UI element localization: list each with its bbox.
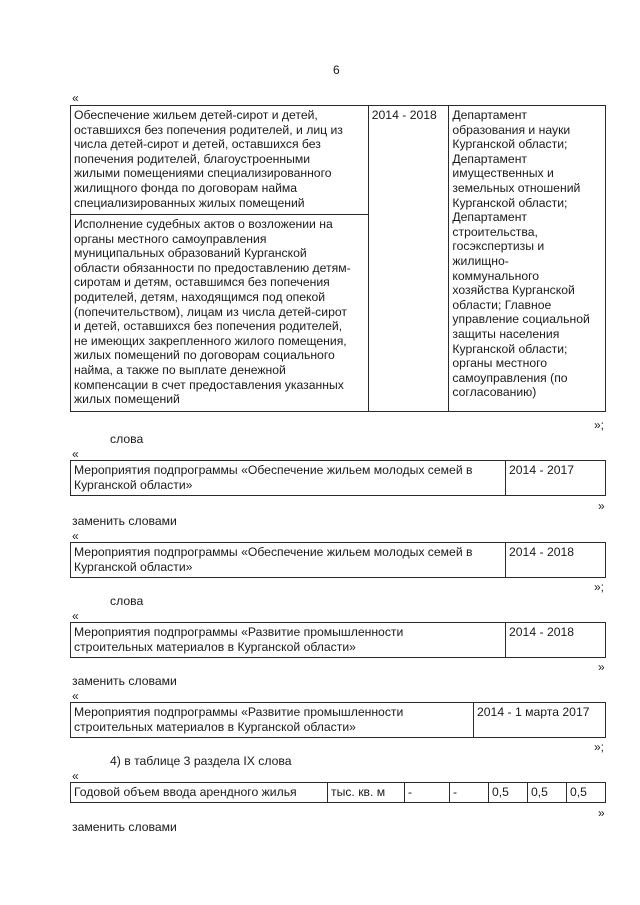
word-slova-1: слова xyxy=(110,432,144,446)
program-table-4 xyxy=(70,622,606,658)
period-cell: 2014 - 2018 xyxy=(368,106,449,412)
program-table-5 xyxy=(70,702,606,738)
indicator-value: - xyxy=(405,783,450,803)
indicator-unit: тыс. кв. м xyxy=(328,783,405,803)
indicator-value: 0,5 xyxy=(528,783,567,803)
indicator-value: 0,5 xyxy=(567,783,606,803)
open-quote: « xyxy=(72,609,79,623)
measure-cell: Мероприятия подпрограммы «Обеспечение жильем молодых семей в Курганской области» xyxy=(71,461,506,496)
measure-cell-housing: Обеспечение жильем детей-сирот и детей, оставшихся без попечения родителей, и лиц из числа детей-сирот и детей, оставшихся без попечения родителей, благоустроенными жилыми помещениями специализированного жилищного фонда по договорам найма специализированных жилых помещений xyxy=(71,106,369,215)
page-number: 6 xyxy=(333,63,340,77)
program-table-3 xyxy=(70,542,606,578)
close-quote: »; xyxy=(594,580,605,594)
measure-cell: Мероприятия подпрограммы «Обеспечение жильем молодых семей в Курганской области» xyxy=(71,543,506,578)
word-zamenit-3: заменить словами xyxy=(72,820,177,834)
close-quote: » xyxy=(598,660,605,674)
measure-cell: Мероприятия подпрограммы «Развитие промышленности строительных материалов в Курганской области» xyxy=(71,623,506,658)
item-4-text: 4) в таблице 3 раздела IX слова xyxy=(110,754,292,768)
open-quote: « xyxy=(72,529,79,543)
indicator-value: 0,5 xyxy=(489,783,528,803)
measure-cell-court: Исполнение судебных актов о возложении на органы местного самоуправления муниципальных образований Курганской области обязанности по предоставлению детям- сиротам и детям, оставшимся без попечения родителей, детям, находящимся под опекой (попечительством), лицам из числа детей-сирот и детей, оставшихся без попечения родителей, не имеющих закрепленного жилого помещения, жилых помещений по договорам социального найма, а также по выплате денежной компенсации в счет предоставления указанных жилых помещений xyxy=(71,215,369,412)
word-zamenit-1: заменить словами xyxy=(72,514,177,528)
open-quote: « xyxy=(72,447,79,461)
period-cell: 2014 - 2017 xyxy=(506,461,606,496)
word-zamenit-2: заменить словами xyxy=(72,674,177,688)
indicator-table xyxy=(70,782,606,803)
measure-cell: Мероприятия подпрограммы «Развитие промышленности строительных материалов в Курганской области» xyxy=(71,703,474,738)
close-quote: »; xyxy=(594,740,605,754)
close-quote: » xyxy=(598,806,605,820)
close-quote: » xyxy=(598,499,605,513)
program-table-2 xyxy=(70,460,606,496)
indicator-name: Годовой объем ввода арендного жилья xyxy=(71,783,328,803)
open-quote: « xyxy=(72,769,79,783)
period-cell: 2014 - 1 марта 2017 xyxy=(474,703,606,738)
open-quote: « xyxy=(72,91,79,105)
period-cell: 2014 - 2018 xyxy=(506,543,606,578)
period-cell: 2014 - 2018 xyxy=(506,623,606,658)
indicator-value: - xyxy=(450,783,489,803)
program-table-1 xyxy=(70,105,606,412)
close-quote: »; xyxy=(594,418,605,432)
word-slova-2: слова xyxy=(110,594,144,608)
open-quote: « xyxy=(72,689,79,703)
executors-cell: Департамент образования и науки Курганской области; Департамент имущественных и земельных отношений Курганской области; Департамент строительства, госэкспертизы и жилищно- коммунального хозяйства Курганской области; Главное управление социальной защиты населения Курганской области; органы местного самоуправления (по согласованию) xyxy=(449,106,606,412)
